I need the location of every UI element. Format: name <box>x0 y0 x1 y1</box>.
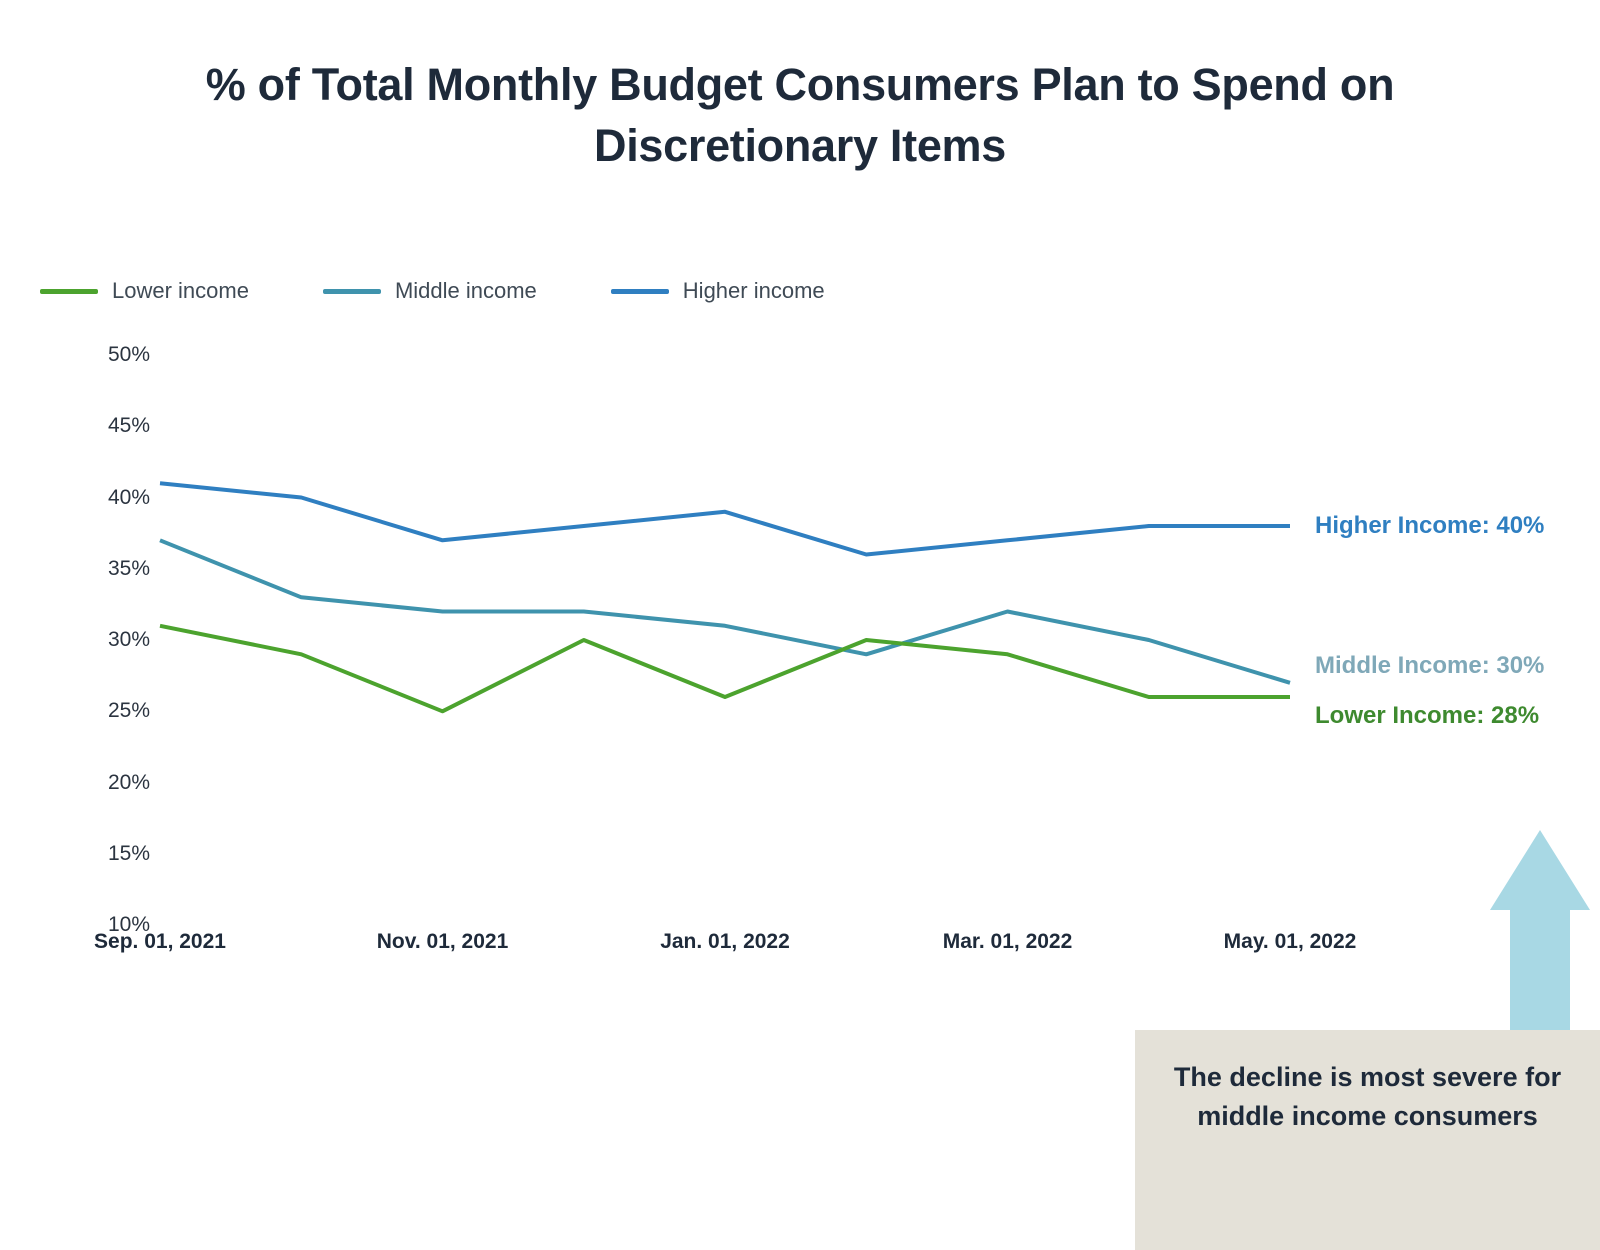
end-label-higher-income: Higher Income: 40% <box>1315 512 1545 539</box>
y-tick-label: 15% <box>108 841 151 865</box>
y-tick-label: 25% <box>108 699 151 723</box>
legend-label-higher-income: Higher income <box>682 278 825 303</box>
callout-box <box>1135 1030 1600 1250</box>
y-tick-label: 50% <box>108 343 151 366</box>
y-tick-label: 45% <box>108 414 151 438</box>
page-title: % of Total Monthly Budget Consumers Plan to Spend on Discretionary Items <box>205 59 1395 171</box>
end-label-middle-income: Middle Income: 30% <box>1315 652 1545 679</box>
y-tick-label: 10% <box>108 913 151 936</box>
x-tick-label: Nov. 01, 2021 <box>376 930 509 953</box>
y-tick-label: 20% <box>108 770 151 794</box>
legend-label-middle-income: Middle income <box>394 278 537 303</box>
legend-swatch-middle-income <box>323 289 381 294</box>
callout-text: The decline is most severe for middle income consumers <box>1173 1062 1562 1132</box>
legend-item-higher-income <box>611 278 825 304</box>
legend-swatch-higher-income <box>611 289 669 294</box>
y-tick-label: 30% <box>108 628 151 651</box>
x-tick-label: Mar. 01, 2022 <box>942 930 1073 953</box>
x-tick-label: Sep. 01, 2021 <box>94 930 226 953</box>
legend-item-middle-income <box>323 278 537 304</box>
legend-item-lower-income <box>40 278 249 304</box>
y-tick-label: 35% <box>108 556 151 580</box>
chart-svg <box>0 330 1600 970</box>
chart-plot-area <box>0 330 1600 970</box>
legend-swatch-lower-income <box>40 289 98 294</box>
x-tick-label: Jan. 01, 2022 <box>660 930 790 953</box>
legend-label-lower-income: Lower income <box>112 278 249 303</box>
chart-legend <box>40 278 825 304</box>
x-tick-label: May. 01, 2022 <box>1223 930 1357 953</box>
end-label-lower-income: Lower Income: 28% <box>1315 702 1540 729</box>
y-tick-label: 40% <box>108 485 151 509</box>
